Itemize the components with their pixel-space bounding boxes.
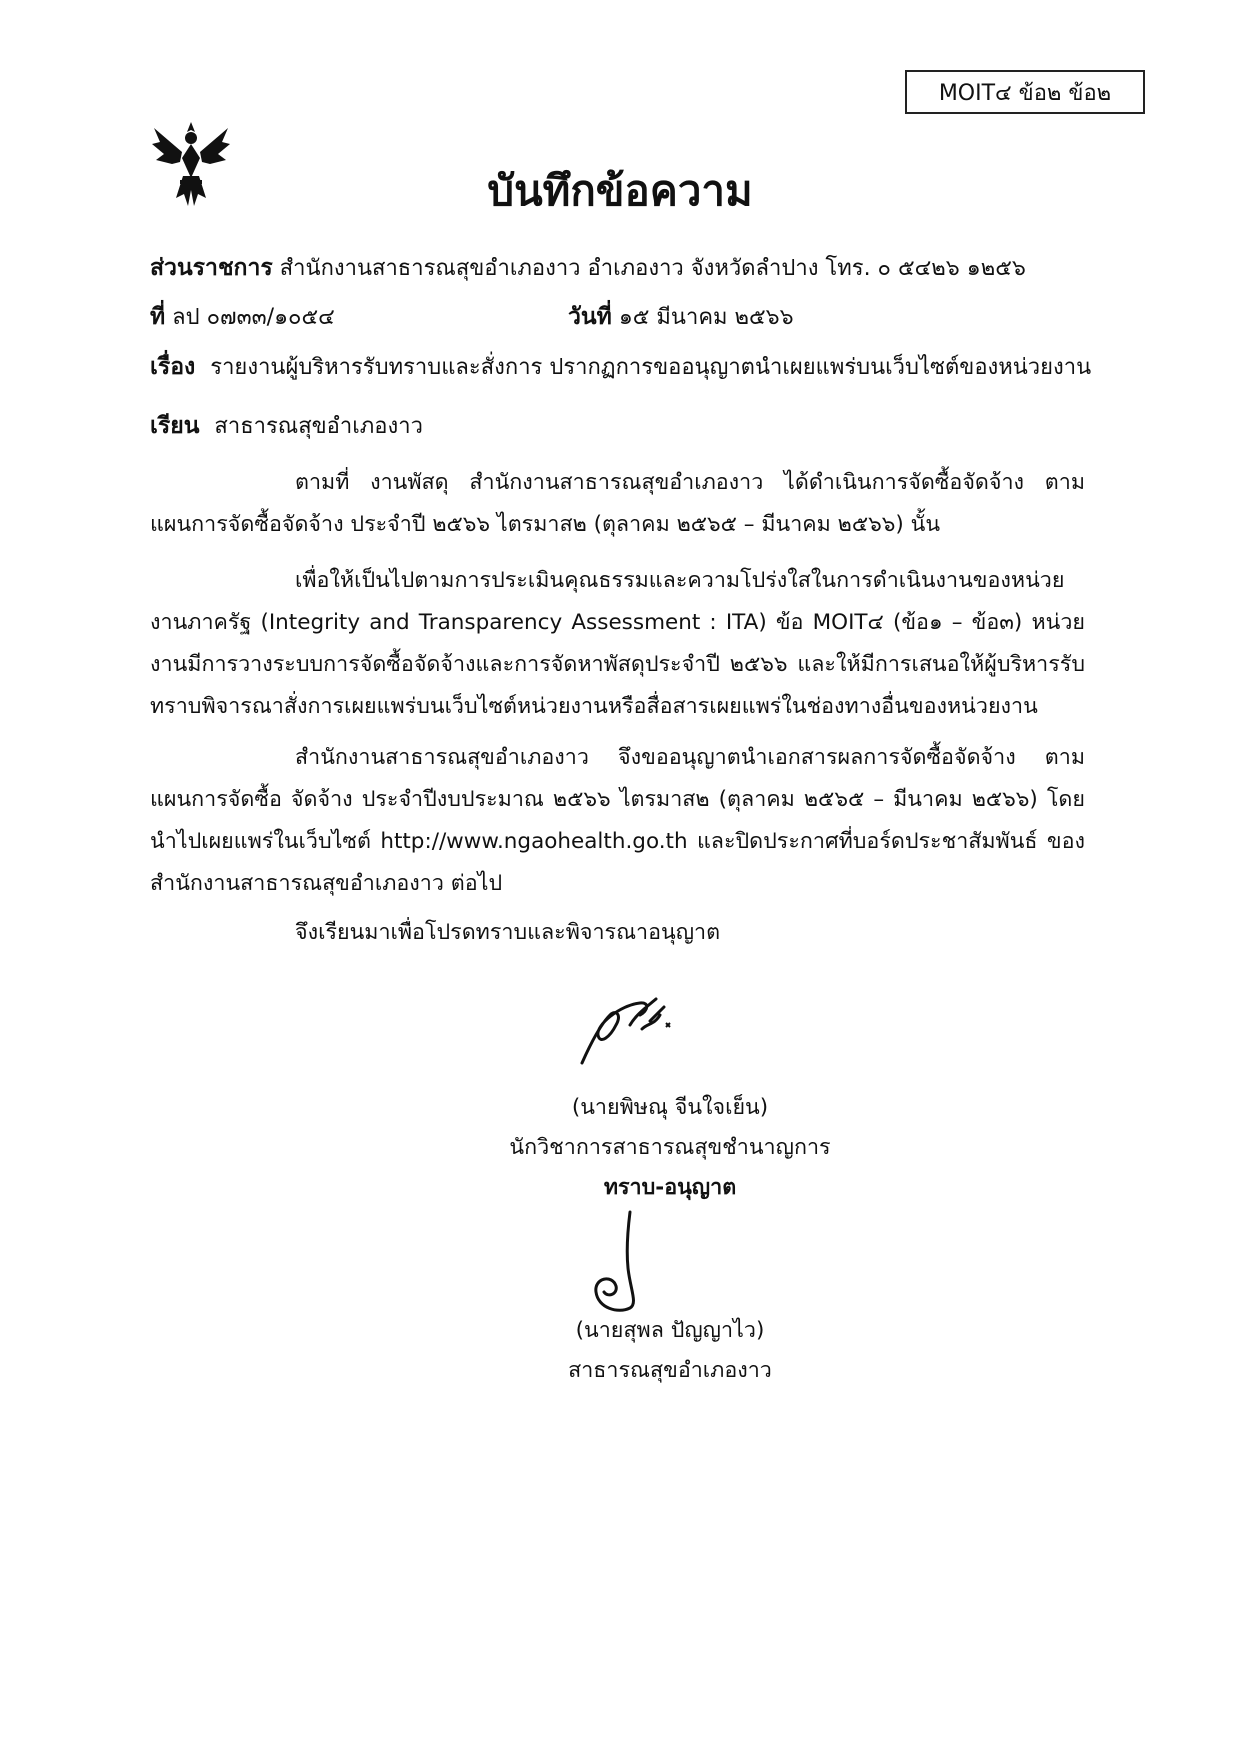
reference-label: ที่ <box>150 304 166 330</box>
agency-row <box>150 253 1026 284</box>
recipient-value: สาธารณสุขอำเภองาว <box>214 414 423 439</box>
signer-1-name: (นายพิษณุ จีนใจเย็น) <box>571 1095 769 1120</box>
reference-box <box>905 70 1145 114</box>
agency-label: ส่วนราชการ <box>150 255 273 281</box>
paragraph-2-text: เพื่อให้เป็นไปตามการประเมินคุณธรรมและความโปร่งใสในการดำเนินงานของหน่วยงานภาครัฐ (Integrity and Transparency Assessment : ITA) ข้อ MOIT๔ (ข้อ๑ – ข้อ๓) หน่วยงานมีการวางระบบการจัดซื้อจัดจ้างและการจัดหาพัสดุประจำปี ๒๕๖๖ และให้มีการเสนอให้ผู้บริหารรับทราบพิจารณาสั่งการเผยแพร่บนเว็บไซต์หน่วยงานหรือสื่อสารเผยแพร่ในช่องทางอื่นของหน่วยงาน <box>150 568 1085 719</box>
signer-2-position: สาธารณสุขอำเภองาว <box>568 1358 772 1383</box>
agency-value: สำนักงานสาธารณสุขอำเภองาว อำเภองาว จังหวัดลำปาง โทร. ๐ ๕๔๒๖ ๑๒๕๖ <box>279 256 1026 281</box>
signer-2-name: (นายสุพล ปัญญาไว) <box>575 1318 765 1343</box>
signature-1 <box>570 985 680 1075</box>
signer-2-block <box>430 1311 910 1391</box>
closing-line: จึงเรียนมาเพื่อโปรดทราบและพิจารณาอนุญาต <box>295 920 721 945</box>
signer-1-position: นักวิชาการสาธารณสุขชำนาญการ <box>509 1135 831 1160</box>
page-title: บันทึกข้อความ <box>487 166 753 215</box>
reference-text: MOIT๔ ข้อ๒ ข้อ๒ <box>938 80 1112 106</box>
paragraph-1 <box>150 462 1085 546</box>
approval-text: ทราบ-อนุญาต <box>603 1175 737 1200</box>
date-label: วันที่ <box>568 304 612 330</box>
signature-2 <box>578 1208 658 1318</box>
subject-label: เรื่อง <box>150 354 196 380</box>
subject-row <box>150 352 1091 383</box>
reference-value: ลป ๐๗๓๓/๑๐๕๔ <box>172 305 335 330</box>
date-row <box>568 302 794 333</box>
recipient-label: เรียน <box>150 413 200 439</box>
reference-row <box>150 302 335 333</box>
subject-value: รายงานผู้บริหารรับทราบและสั่งการ ปรากฏการขออนุญาตนำเผยแพร่บนเว็บไซต์ของหน่วยงาน <box>210 355 1092 380</box>
paragraph-1-text: ตามที่ งานพัสดุ สำนักงานสาธารณสุขอำเภองาว ได้ดำเนินการจัดซื้อจัดจ้าง ตามแผนการจัดซื้อจัดจ้าง ประจำปี ๒๕๖๖ ไตรมาส๒ (ตุลาคม ๒๕๖๕ – มีนาคม ๒๕๖๖) นั้น <box>150 470 1085 537</box>
signer-1-block <box>430 1088 910 1208</box>
recipient-row <box>150 411 423 442</box>
date-value: ๑๕ มีนาคม ๒๕๖๖ <box>618 305 794 330</box>
paragraph-3-text: สำนักงานสาธารณสุขอำเภองาว จึงขออนุญาตนำเอกสารผลการจัดซื้อจัดจ้าง ตามแผนการจัดซื้อ จัดจ้าง ประจำปีงบประมาณ ๒๕๖๖ ไตรมาส๒ (ตุลาคม ๒๕๖๕ – มีนาคม ๒๕๖๖) โดยนำไปเผยแพร่ในเว็บไซต์ http://www.ngaohealth.go.th และปิดประกาศที่บอร์ดประชาสัมพันธ์ ของสำนักงานสาธารณสุขอำเภองาว ต่อไป <box>150 745 1085 896</box>
paragraph-3 <box>150 737 1085 905</box>
paragraph-2 <box>150 560 1085 728</box>
